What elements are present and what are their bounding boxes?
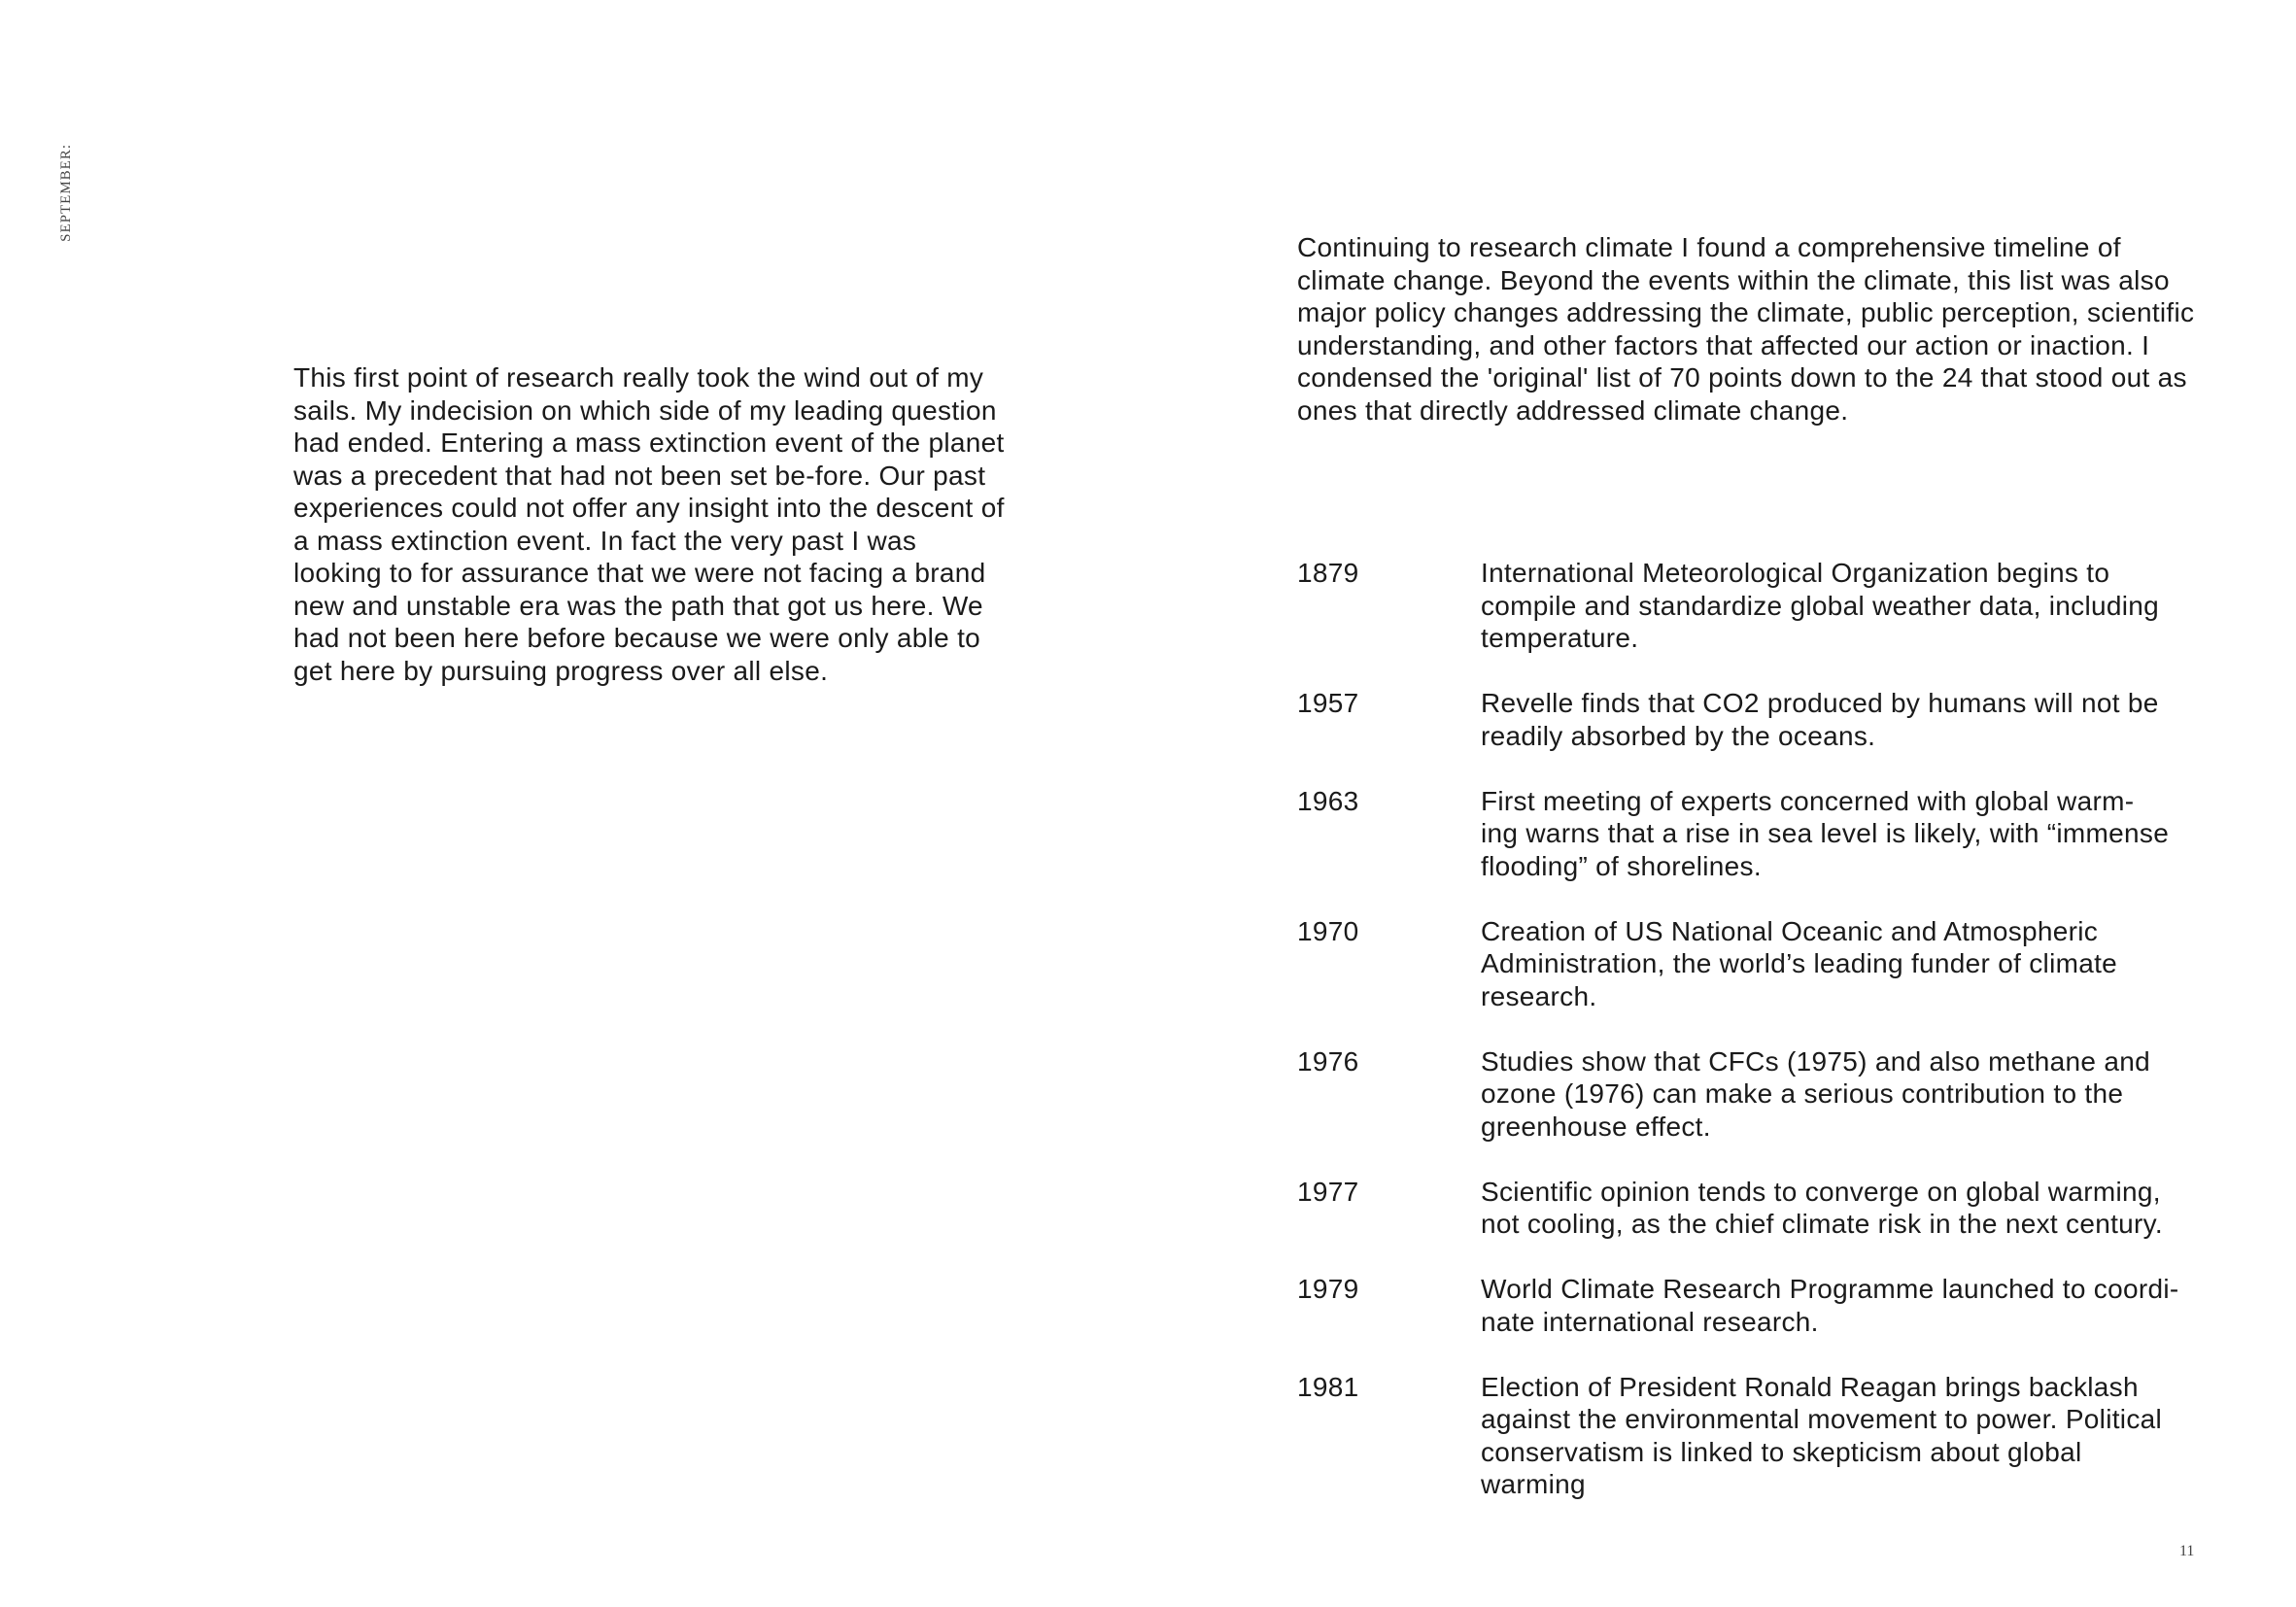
timeline-description: Revelle finds that CO2 produced by humans will not be readily absorbed by the oceans. [1481,688,2159,751]
timeline-entry [1297,1045,2210,1144]
section-label: SEPTEMBER: [58,144,74,242]
timeline-description: Creation of US National Oceanic and Atmospheric Administration, the world’s leading funder of climate research. [1481,915,2118,1011]
timeline-entry [1297,1273,2210,1338]
timeline-year: 1879 [1297,558,1359,588]
timeline-entry [1297,687,2210,752]
timeline-year: 1979 [1297,1274,1359,1304]
timeline-description: International Meteorological Organization begins to compile and standardize global weather data, including temperature. [1481,558,2159,653]
climate-timeline [1297,557,2210,1533]
timeline-description: First meeting of experts concerned with global warm- ing warns that a rise in sea level is likely, with “immense flooding” of shorelines. [1481,785,2170,881]
timeline-entry [1297,1371,2210,1501]
timeline-entry [1297,557,2210,655]
timeline-year: 1957 [1297,688,1359,718]
page-number: 11 [2179,1543,2195,1559]
timeline-intro-paragraph: Continuing to research climate I found a comprehensive timeline of climate change. Beyond the events within the climate, this list was also major policy changes addressing the climate, public perception, scientific understanding, and other factors that affected our action or inaction. I condensed the 'original' list of 70 points down to the 24 that stood out as ones that directly addressed climate change. [1297,232,2195,426]
timeline-description: Studies show that CFCs (1975) and also methane and ozone (1976) can make a serious contribution to the greenhouse effect. [1481,1045,2150,1142]
timeline-year: 1963 [1297,785,1359,816]
timeline-year: 1981 [1297,1371,1359,1402]
timeline-entry [1297,1176,2210,1241]
timeline-year: 1970 [1297,915,1359,946]
timeline-entry [1297,785,2210,883]
timeline-description: World Climate Research Programme launched to coordi- nate international research. [1481,1274,2179,1337]
research-reflection-paragraph: This first point of research really took the wind out of my sails. My indecision on which side of my leading question had ended. Entering a mass extinction event of the planet was a precedent that had not been set be-fore. Our past experiences could not offer any insight into the descent of a mass extinction event. In fact the very past I was looking to for assurance that we were not facing a brand new and unstable era was the path that got us here. We had not been here before because we were only able to get here by pursuing progress over all else. [293,362,1005,686]
timeline-description: Election of President Ronald Reagan brings backlash against the environmental movement to power. Political conservatism is linked to skepticism about global warming [1481,1371,2163,1499]
timeline-entry [1297,915,2210,1013]
timeline-description: Scientific opinion tends to converge on global warming, not cooling, as the chief climate risk in the next century. [1481,1176,2163,1239]
timeline-year: 1977 [1297,1176,1359,1207]
timeline-year: 1976 [1297,1045,1359,1077]
